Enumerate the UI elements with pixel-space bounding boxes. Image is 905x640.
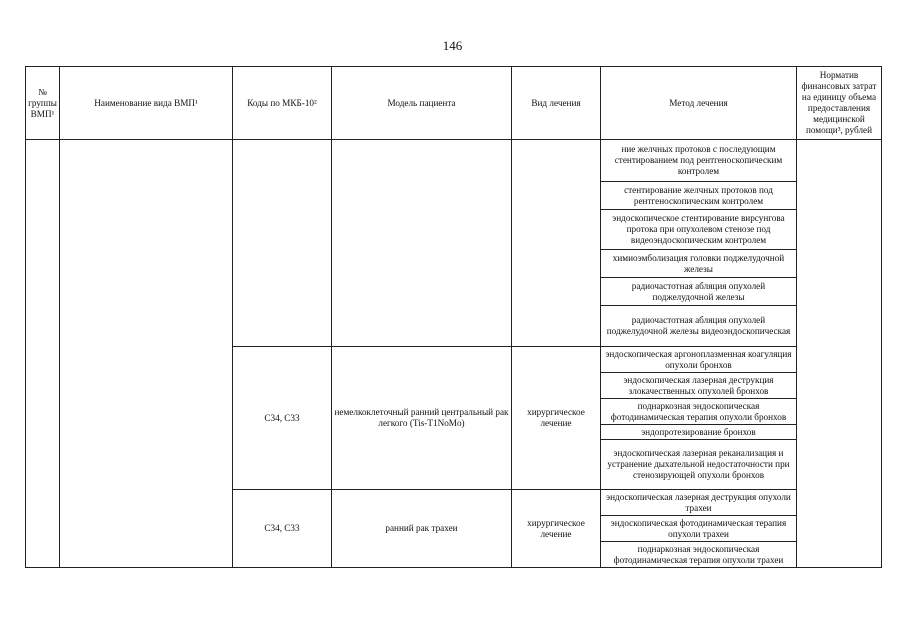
table-row xyxy=(26,140,882,182)
header-group-no: № группы ВМП¹ xyxy=(26,67,60,140)
header-treatment-type: Вид лечения xyxy=(512,67,601,140)
method-cell: эндоскопическая фотодинамическая терапия опухоли трахеи xyxy=(601,516,797,542)
method-cell: эндоскопическое стентирование вирсунгова протока при опухолевом стенозе под видеоэндоскопическим контролем xyxy=(601,210,797,250)
page-number: 146 xyxy=(442,38,463,53)
method-cell: радиочастотная абляция опухолей поджелудочной железы видеоэндоскопическая xyxy=(601,306,797,347)
vmp-name-cell xyxy=(60,140,233,568)
group-no-cell xyxy=(26,140,60,568)
method-cell: радиочастотная абляция опухолей поджелудочной железы xyxy=(601,278,797,306)
vmp-table xyxy=(25,66,882,568)
icd-codes-cell: C34, C33 xyxy=(233,347,332,490)
cost-norm-cell xyxy=(797,140,882,568)
method-cell: ние желчных протоков с последующим стентированием под рентгеноскопическим контролем xyxy=(601,140,797,182)
method-cell: эндоскопическая лазерная деструкция злокачественных опухолей бронхов xyxy=(601,373,797,399)
header-patient-model: Модель пациента xyxy=(332,67,512,140)
method-cell: эндоскопическая лазерная деструкция опухоли трахеи xyxy=(601,490,797,516)
header-row xyxy=(26,67,882,140)
icd-codes-cell xyxy=(233,140,332,347)
header-treatment-method: Метод лечения xyxy=(601,67,797,140)
method-cell: поднаркозная эндоскопическая фотодинамическая терапия опухоли трахеи xyxy=(601,542,797,568)
method-cell: химиоэмболизация головки поджелудочной железы xyxy=(601,250,797,278)
method-cell: поднаркозная эндоскопическая фотодинамическая терапия опухоли бронхов xyxy=(601,399,797,425)
treatment-type-cell xyxy=(512,140,601,347)
method-cell: эндоскопическая лазерная реканализация и устранение дыхательной недостаточности при стенозирующей опухоли бронхов xyxy=(601,440,797,490)
patient-model-cell xyxy=(332,140,512,347)
header-cost-norm: Норматив финансовых затрат на единицу объема предоставления медицинской помощи³, рублей xyxy=(797,67,882,140)
header-vmp-name: Наименование вида ВМП¹ xyxy=(60,67,233,140)
header-icd-codes: Коды по МКБ-10² xyxy=(233,67,332,140)
treatment-type-cell: хирургическое лечение xyxy=(512,490,601,568)
patient-model-cell: ранний рак трахеи xyxy=(332,490,512,568)
method-cell: эндопротезирование бронхов xyxy=(601,425,797,440)
method-cell: эндоскопическая аргоноплазменная коагуляция опухоли бронхов xyxy=(601,347,797,373)
patient-model-cell: немелкоклеточный ранний центральный рак легкого (Tis-T1NoMo) xyxy=(332,347,512,490)
icd-codes-cell: C34, C33 xyxy=(233,490,332,568)
method-cell: стентирование желчных протоков под рентгеноскопическим контролем xyxy=(601,182,797,210)
treatment-type-cell: хирургическое лечение xyxy=(512,347,601,490)
